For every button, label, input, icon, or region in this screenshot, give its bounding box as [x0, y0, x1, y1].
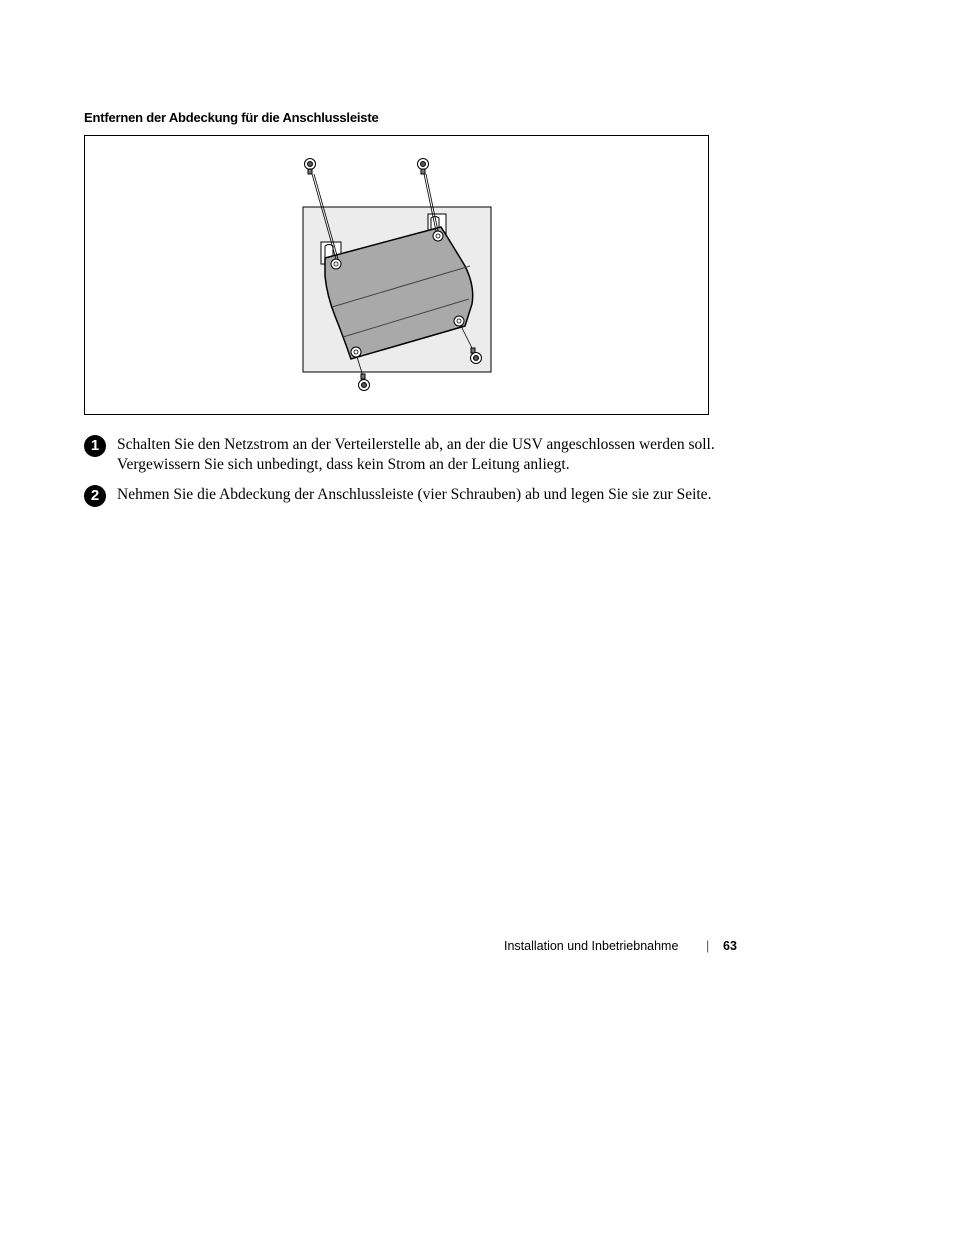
footer-section-title: Installation und Inbetriebnahme — [504, 939, 679, 953]
screw-top-right — [418, 159, 429, 175]
screw-hole-top-left — [331, 259, 341, 269]
screw-hole-bottom-right — [454, 316, 464, 326]
terminal-cover-illustration — [85, 136, 708, 414]
screw-hole-top-right — [433, 231, 443, 241]
step-text: Schalten Sie den Netzstrom an der Verteilerstelle ab, an der die USV angeschlossen werden soll. Vergewissern Sie sich unbedingt, dass kein Strom an der Leitung anliegt. — [117, 436, 715, 473]
step-text: Nehmen Sie die Abdeckung der Anschlussleiste (vier Schrauben) ab und legen Sie sie zur Seite. — [117, 486, 712, 503]
page-number: 63 — [723, 939, 737, 953]
step-number-marker: 2 — [84, 485, 106, 507]
figure-frame — [84, 135, 709, 415]
step-number-marker: 1 — [84, 435, 106, 457]
screw-top-left — [305, 159, 316, 175]
screw-bottom-left — [359, 374, 370, 391]
screw-hole-bottom-left — [351, 347, 361, 357]
footer-separator: | — [706, 939, 710, 953]
figure-caption: Entfernen der Abdeckung für die Anschlussleiste — [84, 110, 379, 125]
